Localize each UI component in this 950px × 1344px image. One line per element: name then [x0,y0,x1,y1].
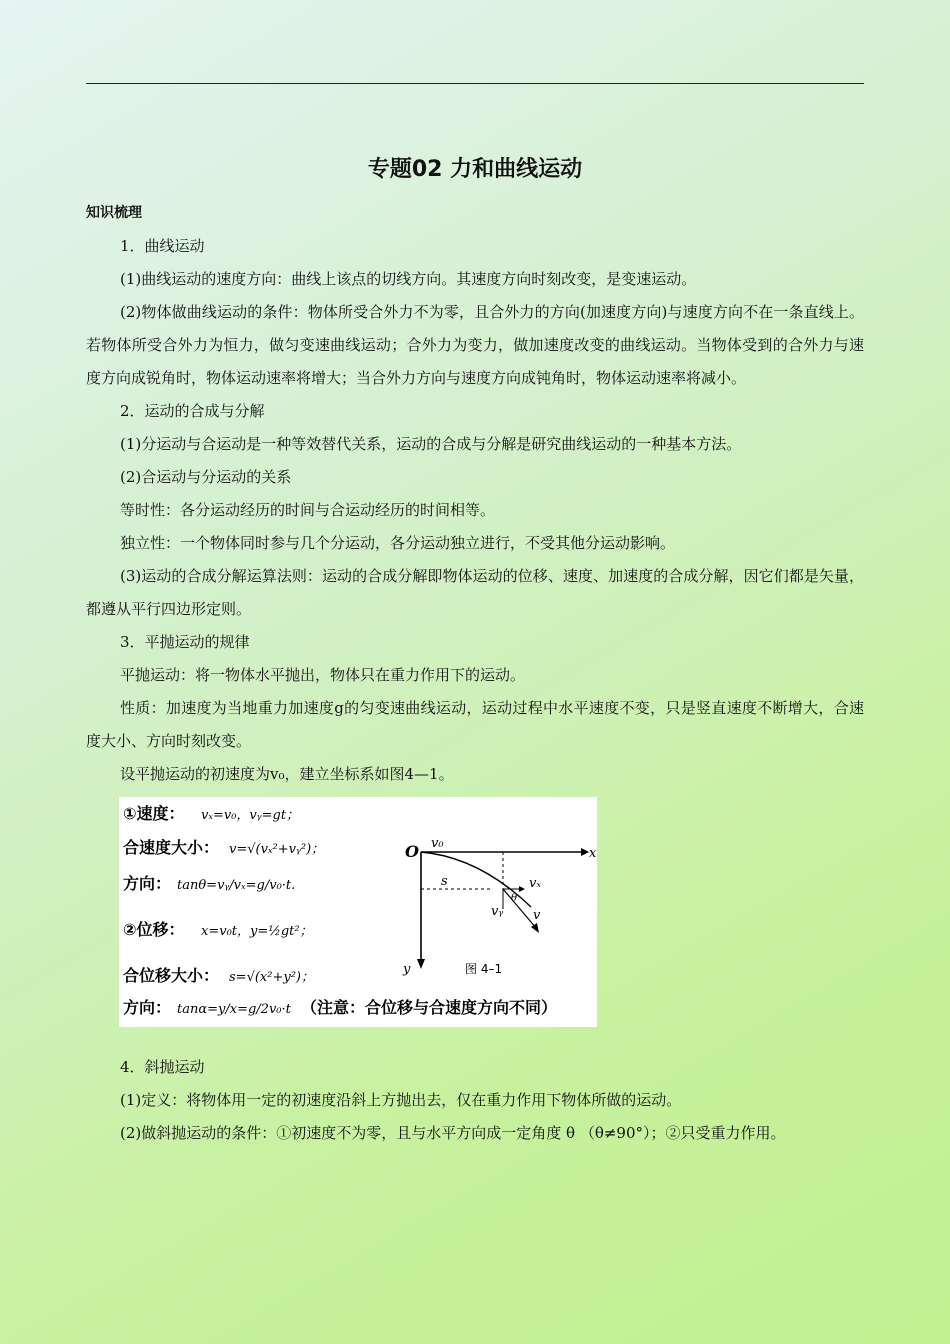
theta-label: θ [511,893,518,904]
x-axis-arrow [581,848,589,856]
s-label: s [441,874,448,889]
fig-speed-eq: v=√(vₓ²+vᵧ²)； [229,842,325,857]
paragraph: 设平抛运动的初速度为v₀，建立坐标系如图4—1。 [120,765,454,783]
fig-sdir-label: 方向： [123,998,172,1017]
y-label: y [403,962,411,977]
fig-velocity-eq: vₓ=v₀，vᵧ=gt； [201,808,300,823]
figure-caption: 图 4–1 [465,962,503,976]
paragraph: (2)合运动与分运动的关系 [120,468,292,486]
paragraph: (1)定义：将物体用一定的初速度沿斜上方抛出去，仅在重力作用下物体所做的运动。 [120,1091,682,1109]
paragraph: (1)分运动与合运动是一种等效替代关系，运动的合成与分解是研究曲线运动的一种基本方法。 [120,435,742,453]
document-body [86,230,864,1150]
section-heading: 知识梳理 [86,205,142,221]
paragraph: (2)做斜抛运动的条件：①初速度不为零，且与水平方向成一定角度 θ （θ≠90°）；②只受重力作用。 [120,1124,786,1142]
fig-sdist-eq: s=√(x²+y²)； [229,970,314,985]
paragraph: 2．运动的合成与分解 [120,402,265,420]
fig-sdist-label: 合位移大小： [123,966,220,985]
origin-label: O [405,842,419,861]
paragraph: 独立性：一个物体同时参与几个分运动，各分运动独立进行，不受其他分运动影响。 [120,534,676,552]
paragraph: (2)物体做曲线运动的条件：物体所受合外力不为零，且合外力的方向(加速度方向)与速度方向不在一条直线上。若物体所受合外力为恒力，做匀变速曲线运动；合外力为变力，做加速度改变的曲线运动。当物体受到的合外力与速度方向成锐角时，物体运动速率将增大；当合外力方向与速度方向成钝角时，物体运动速率将减小。 [86,303,864,387]
v-arrow [531,923,539,933]
vy-label: vᵧ [491,904,504,919]
y-axis-arrow [417,959,425,969]
fig-disp-eq: x=v₀t，y=½gt²； [201,924,313,939]
fig-vdir-label: 方向： [123,874,172,893]
v0-label: v₀ [431,836,444,851]
fig-vdir-eq: tanθ=vᵧ/vₓ=g/v₀·t. [177,878,296,893]
vx-label: vₓ [529,876,541,891]
paragraph: 性质：加速度为当地重力加速度g的匀变速曲线运动，运动过程中水平速度不变，只是竖直速度不断增大，合速度大小、方向时刻改变。 [86,699,864,750]
paragraph: 等时性：各分运动经历的时间与合运动经历的时间相等。 [120,501,496,519]
v-vector [503,889,537,929]
vx-arrow [519,886,525,892]
fig-sdir-eq: tanα=y/x=g/2v₀·t [177,1002,291,1017]
after-figure [86,1051,864,1150]
x-label: x [589,846,597,861]
fig-speed-label: 合速度大小： [123,838,220,857]
paragraph: (3)运动的合成分解运算法则：运动的合成分解即物体运动的位移、速度、加速度的合成分解，因它们都是矢量，都遵从平行四边形定则。 [86,567,864,618]
fig-disp-label: ②位移： [123,920,185,939]
fig-velocity-label: ①速度： [123,804,185,823]
paragraph: (1)曲线运动的速度方向：曲线上该点的切线方向。其速度方向时刻改变，是变速运动。 [120,270,697,288]
header-rule [86,83,864,84]
v-label: v [533,908,541,923]
fig-note: （注意：合位移与合速度方向不同） [301,998,558,1017]
paragraph: 1．曲线运动 [120,237,205,255]
paragraph: 3．平抛运动的规律 [120,633,250,651]
paragraph: 4．斜抛运动 [120,1058,205,1076]
page-title: 专题02 力和曲线运动 [367,157,583,182]
paragraph: 平抛运动：将一物体水平抛出，物体只在重力作用下的运动。 [120,666,526,684]
projectile-figure [119,797,597,1027]
